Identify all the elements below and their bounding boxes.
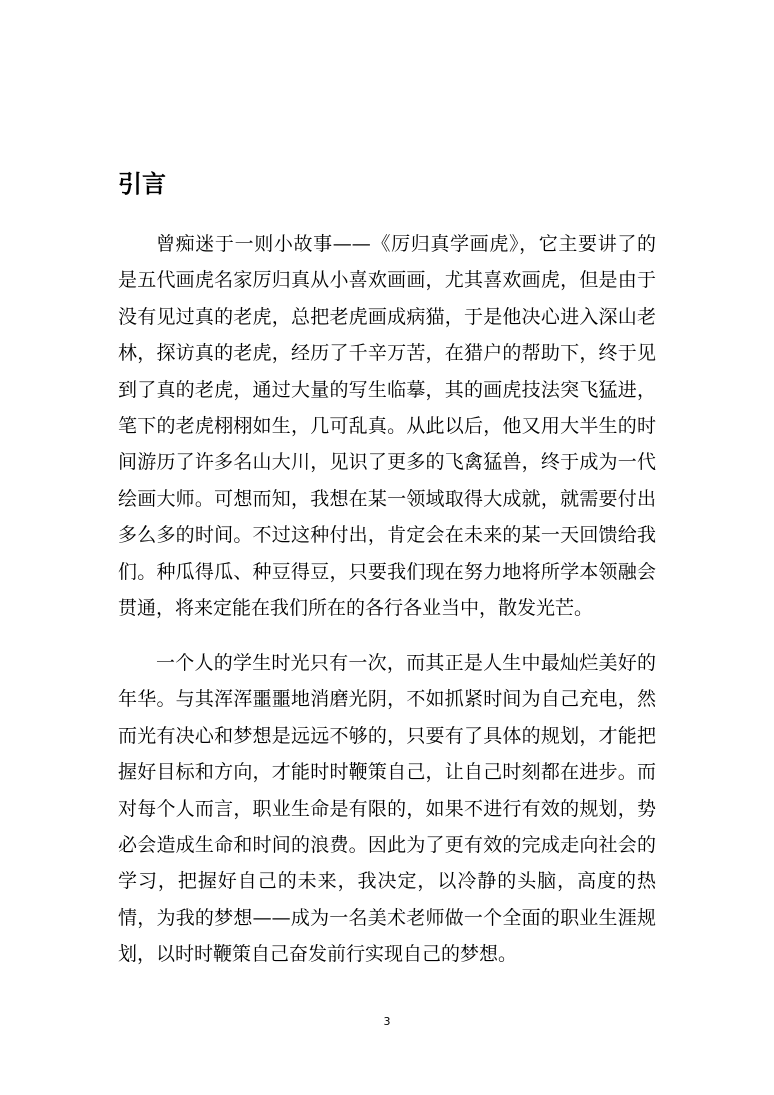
paragraph-1: 曾痴迷于一则小故事——《厉归真学画虎》，它主要讲了的是五代画虎名家厉归真从小喜欢画画，尤其喜欢画虎，但是由于没有见过真的老虎，总把老虎画成病猫，于是他决心进入深山老林，探访真的老虎，经历了千辛万苦，在猎户的帮助下，终于见到了真的老虎，通过大量的写生临摹，其的画虎技法突飞猛进，笔下的老虎栩栩如生，几可乱真。从此以后，他又用大半生的时间游历了许多名山大川，见识了更多的飞禽猛兽，终于成为一代绘画大师。可想而知，我想在某一领域取得大成就，就需要付出多么多的时间。不过这种付出，肯定会在未来的某一天回馈给我们。种瓜得瓜、种豆得豆，只要我们现在努力地将所学本领融会贯通，将来定能在我们所在的各行各业当中，散发光芒。 — [118, 233, 656, 620]
paragraph-2: 一个人的学生时光只有一次，而其正是人生中最灿烂美好的年华。与其浑浑噩噩地消磨光阴，不如抓紧时间为自己充电，然而光有决心和梦想是远远不够的，只要有了具体的规划，才能把握好目标和方向，才能时时鞭策自己，让自己时刻都在进步。而对每个人而言，职业生命是有限的，如果不进行有效的规划，势必会造成生命和时间的浪费。因此为了更有效的完成走向社会的学习，把握好自己的未来，我决定，以冷静的头脑，高度的热情，为我的梦想——成为一名美术老师做一个全面的职业生涯规划，以时时鞭策自己奋发前行实现自己的梦想。 — [118, 652, 656, 966]
section-heading: 引言 — [118, 170, 166, 198]
page-number: 3 — [383, 1015, 391, 1028]
